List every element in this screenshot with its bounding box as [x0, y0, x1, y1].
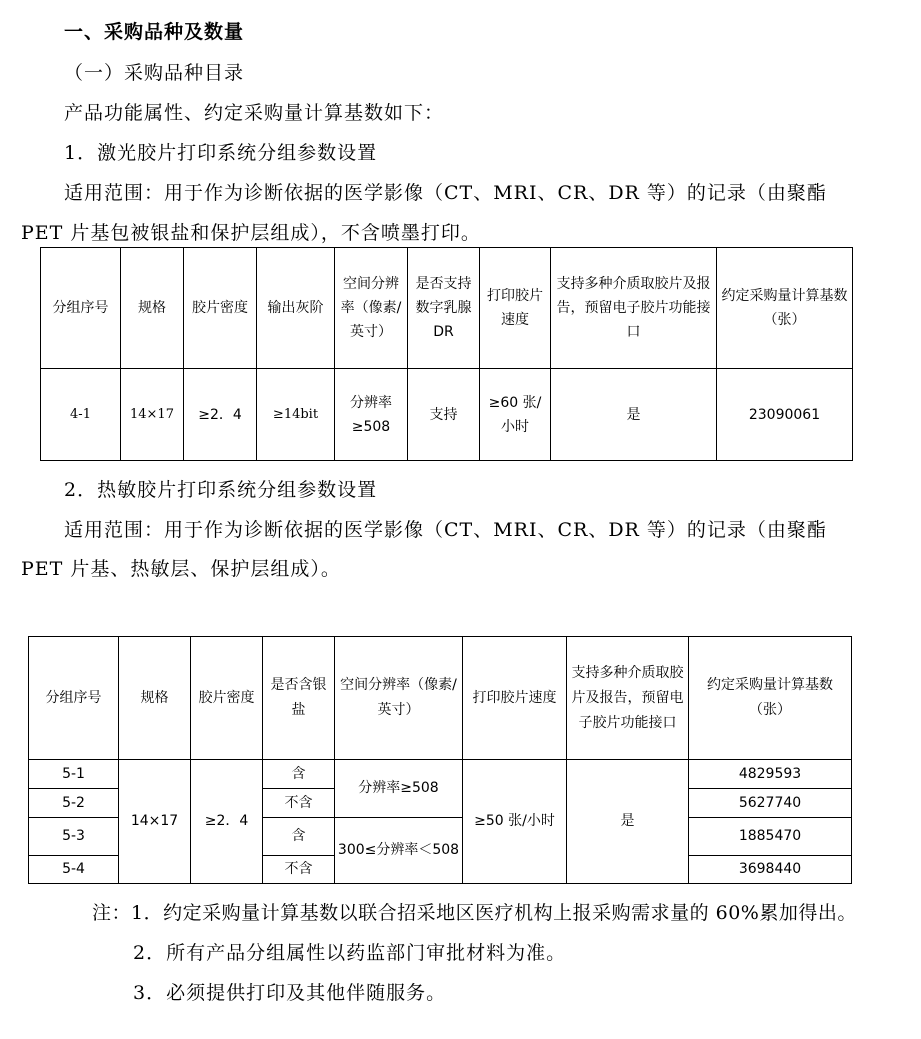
- group1-table: [40, 247, 853, 461]
- group1-header-row: [41, 248, 853, 369]
- header-cell: 分组序号: [41, 248, 121, 369]
- base-quantity: 3698440: [689, 856, 852, 884]
- mammo-support: 支持: [408, 369, 480, 461]
- group2-scope-line2: PET 片基、热敏层、保护层组成）。: [21, 558, 341, 580]
- group-id: 5-1: [29, 760, 119, 789]
- base-quantity: 4829593: [689, 760, 852, 789]
- intro-text: 产品功能属性、约定采购量计算基数如下：: [64, 102, 445, 124]
- header-cell: 规格: [121, 248, 184, 369]
- group1-scope-line1: 适用范围：用于作为诊断依据的医学影像（CT、MRI、CR、DR 等）的记录（由聚酯: [64, 182, 827, 204]
- header-cell: 约定采购量计算基数（张）: [689, 637, 852, 760]
- subheading: （一）采购品种目录: [64, 62, 245, 84]
- silver-content: 不含: [263, 789, 335, 818]
- print-speed: ≥50 张/小时: [463, 760, 567, 884]
- header-cell: 胶片密度: [184, 248, 257, 369]
- resolution-b: 300≤分辨率＜508: [335, 818, 463, 884]
- spec: 14×17: [119, 760, 191, 884]
- table-row: [41, 369, 853, 461]
- gray-level: ≥14bit: [257, 369, 335, 461]
- table-row: [29, 760, 852, 789]
- header-cell: 支持多种介质取胶片及报告，预留电子胶片功能接口: [551, 248, 717, 369]
- header-cell: 胶片密度: [191, 637, 263, 760]
- group2-table: [28, 636, 852, 884]
- group2-header-row: [29, 637, 852, 760]
- group-id: 5-4: [29, 856, 119, 884]
- density: ≥2．4: [184, 369, 257, 461]
- note-1: 注：1．约定采购量计算基数以联合招采地区医疗机构上报采购需求量的 60%累加得出。: [92, 902, 857, 924]
- header-cell: 空间分辨率（像素/英寸）: [335, 637, 463, 760]
- header-cell: 空间分辨率（像素/英寸）: [335, 248, 408, 369]
- group-id: 5-2: [29, 789, 119, 818]
- density: ≥2．4: [191, 760, 263, 884]
- header-cell: 规格: [119, 637, 191, 760]
- group1-title: 1．激光胶片打印系统分组参数设置: [64, 142, 378, 164]
- group2-scope-line1: 适用范围：用于作为诊断依据的医学影像（CT、MRI、CR、DR 等）的记录（由聚酯: [64, 519, 827, 541]
- group2-title: 2．热敏胶片打印系统分组参数设置: [64, 479, 378, 501]
- silver-content: 含: [263, 818, 335, 856]
- group-id: 5-3: [29, 818, 119, 856]
- resolution: 分辨率≥508: [335, 369, 408, 461]
- header-cell: 支持多种介质取胶片及报告，预留电子胶片功能接口: [567, 637, 689, 760]
- header-cell: 分组序号: [29, 637, 119, 760]
- spec: 14×17: [121, 369, 184, 461]
- media-support: 是: [567, 760, 689, 884]
- silver-content: 含: [263, 760, 335, 789]
- media-support: 是: [551, 369, 717, 461]
- print-speed: ≥60 张/小时: [480, 369, 551, 461]
- note-3: 3．必须提供打印及其他伴随服务。: [133, 982, 447, 1004]
- section-heading: 一、采购品种及数量: [64, 21, 245, 43]
- header-cell: 打印胶片速度: [480, 248, 551, 369]
- header-cell: 是否含银盐: [263, 637, 335, 760]
- note-2: 2．所有产品分组属性以药监部门审批材料为准。: [133, 942, 567, 964]
- base-quantity: 5627740: [689, 789, 852, 818]
- base-quantity: 23090061: [717, 369, 853, 461]
- group1-scope-line2: PET 片基包被银盐和保护层组成），不含喷墨打印。: [21, 222, 481, 244]
- base-quantity: 1885470: [689, 818, 852, 856]
- header-cell: 打印胶片速度: [463, 637, 567, 760]
- header-cell: 输出灰阶: [257, 248, 335, 369]
- header-cell: 是否支持数字乳腺 DR: [408, 248, 480, 369]
- header-cell: 约定采购量计算基数（张）: [717, 248, 853, 369]
- group-id: 4-1: [41, 369, 121, 461]
- resolution-a: 分辨率≥508: [335, 760, 463, 818]
- silver-content: 不含: [263, 856, 335, 884]
